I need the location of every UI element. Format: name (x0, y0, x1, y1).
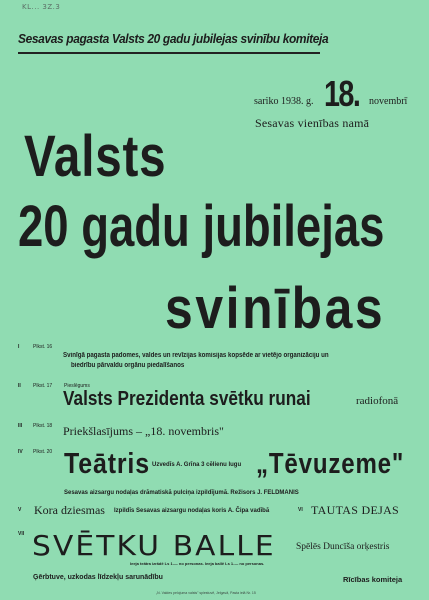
program-roman-4: IV (18, 449, 23, 455)
program-note-5: Izpildīs Sesavas aizsargu nodaļas koris A. Čipa vadībā (114, 508, 270, 514)
organizer-header: Sesavas pagasta Valsts 20 gadu jubilejas svinību komiteja (18, 31, 329, 46)
date-prefix: sariko 1938. g. (254, 96, 314, 107)
date-month: novembrī (369, 96, 408, 107)
program-text-2: Valsts Prezidenta svētku runai (63, 388, 311, 410)
program-time-2: Plkst. 17 (33, 383, 53, 389)
program-author-4: Uzvedīs A. Grīna 3 cēlienu lugu (152, 462, 242, 468)
program-time-1: Plkst. 16 (33, 344, 53, 350)
title-line-1: Valsts (24, 124, 167, 189)
program-extra-2: radiofonā (356, 395, 399, 407)
program-text-1: Svinīgā pagasta padomes, valdes un revīzijas komisijas kopsēde ar vietējo organizāciju un (63, 352, 329, 359)
program-text-5: Kora dziesmas (34, 503, 105, 517)
printer-imprint: „N. Valdes pelojuma valsts" spiestuvē, Jelgavā, Pasta ielā Nr. 15 (156, 591, 256, 595)
program-roman-2: II (18, 383, 21, 389)
program-text-3: Priekšlasījums – „18. novembris" (63, 424, 224, 438)
program-play-title: „Tēvuzeme" (256, 448, 405, 480)
program-roman-6: VI (298, 507, 303, 513)
program-text-7: SVĒTKU BALLE (32, 529, 276, 562)
archive-pencil-mark: KL... 3Z.3 (22, 3, 61, 11)
title-line-3: svinības (165, 276, 386, 341)
venue: Sesavas vienības namā (255, 116, 370, 130)
program-text-1b: biedrību pārvaldu orgānu piedalīšanos (71, 362, 185, 369)
program-roman-5: V (18, 507, 22, 513)
program-time-4: Plkst. 20 (33, 449, 53, 455)
entry-fees: Ieeja teātra izrādē Ls 1.— no personas. Ieeja ballē Ls 1.— no personas. (130, 561, 265, 566)
date-day: 18. (324, 73, 360, 114)
header-underline (18, 52, 320, 54)
program-extra-7: Spēlēs Duncīša orķestris (296, 542, 390, 552)
dress-note: Ģērbtuve, uzkodas līdzekļu sarunādību (33, 574, 163, 581)
title-line-2: 20 gadu jubilejas (18, 194, 385, 259)
program-note-2: Pieslēgums (64, 383, 90, 389)
program-text-4: Teātris (64, 448, 150, 480)
program-roman-7: VII (18, 531, 25, 537)
program-troupe-4: Sesavas aizsargu nodaļas drāmatiskā pulciņa izpildījumā. Režisors J. FELDMANIS (64, 490, 299, 496)
program-roman-1: I (18, 344, 20, 350)
committee-signature: Rīcības komiteja (343, 575, 403, 584)
program-time-3: Plkst. 18 (33, 423, 53, 429)
program-roman-3: III (18, 423, 23, 429)
program-text-6: TAUTAS DEJAS (311, 503, 400, 517)
